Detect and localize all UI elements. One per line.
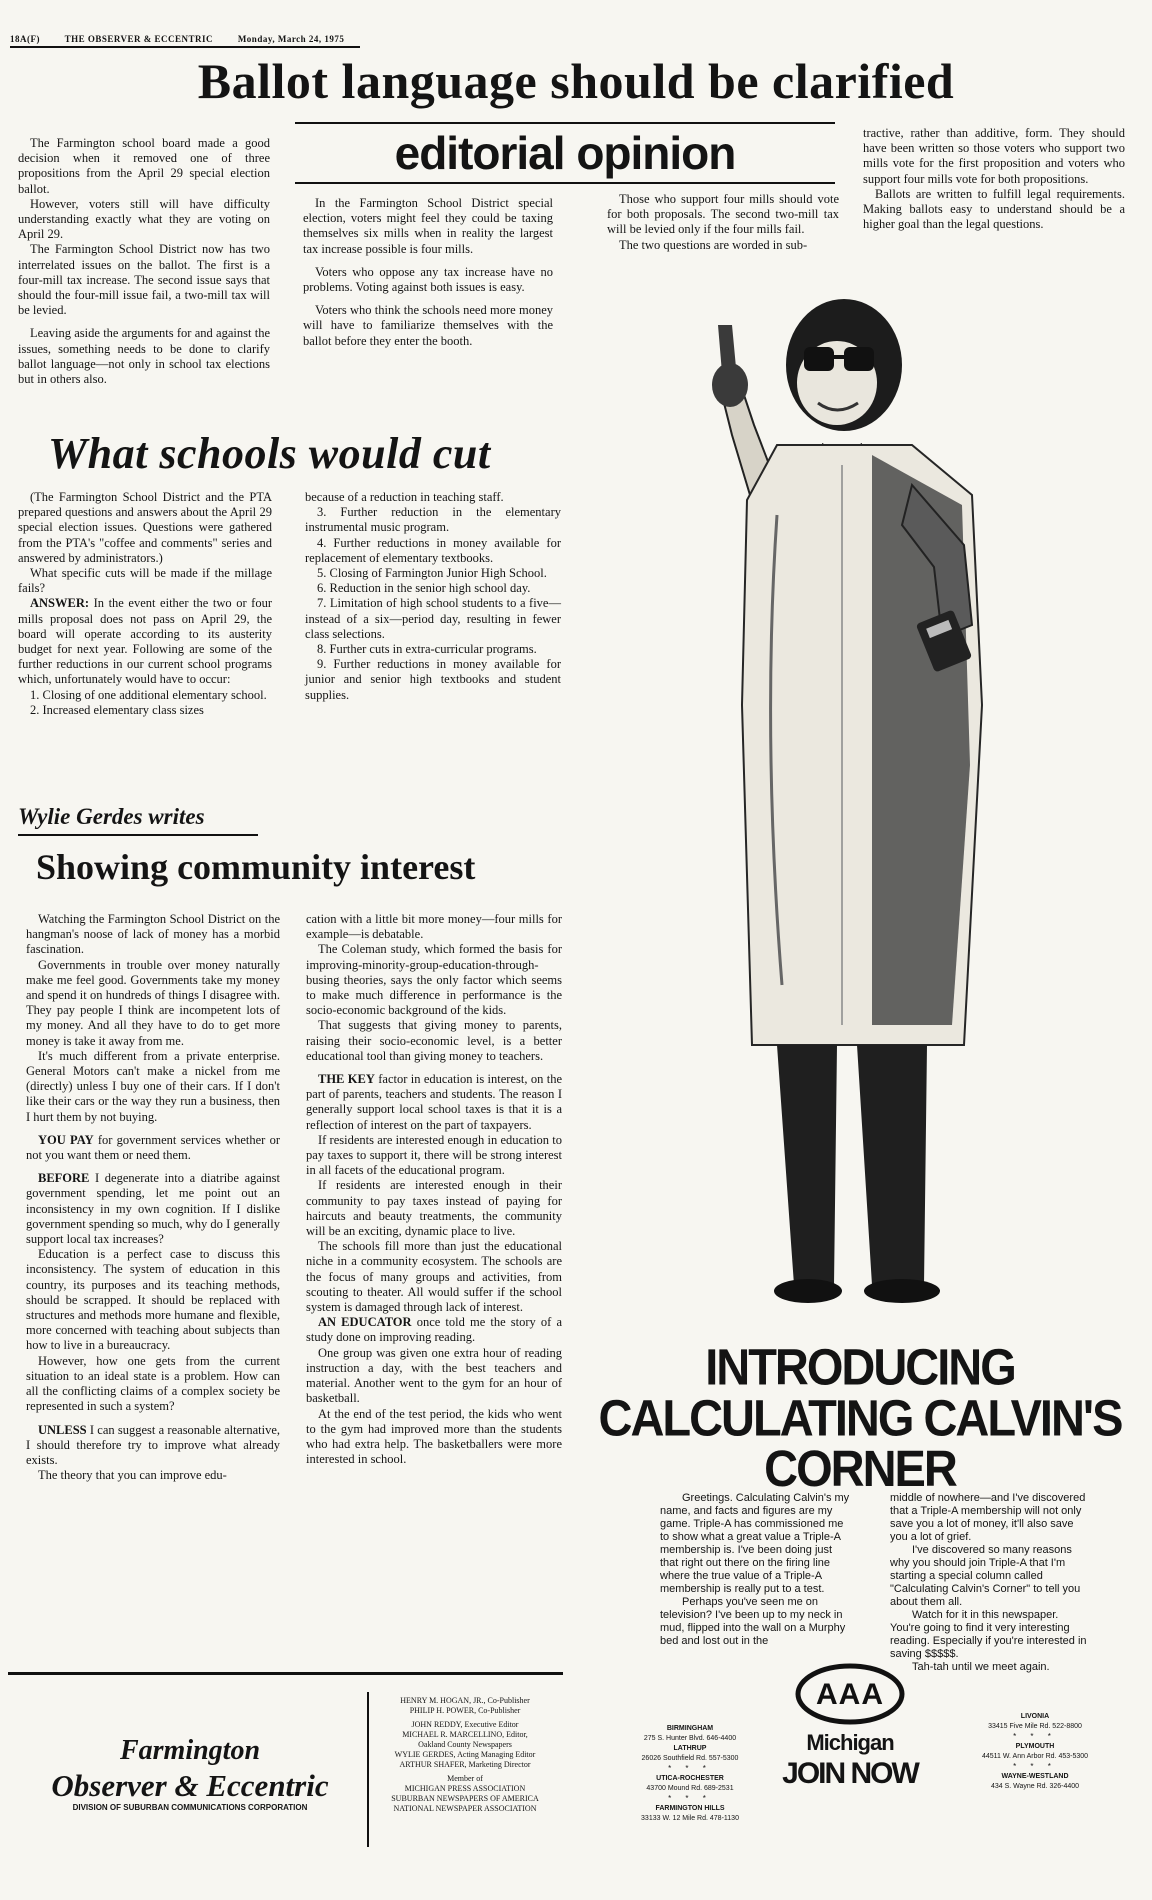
ad-paragraph: Greetings. Calculating Calvin's my name, and facts and figures are my game. Triple-A has commissioned me to show what a great value a Triple-A membership is. I've been doing just that right out there on the firing line where the true value of a Triple-A membership is really put to a test.: [660, 1492, 850, 1595]
staff-line: MICHIGAN PRESS ASSOCIATION: [404, 1784, 526, 1793]
column-paragraph: At the end of the test period, the kids who went to the gym had improved more than the students who had extra help. The basketballers were more interested in school.: [306, 1406, 562, 1467]
ad-copy-left: [660, 1492, 850, 1648]
branch-city: UTICA-ROCHESTER: [656, 1775, 724, 1782]
column-paragraph: The schools fill more than just the educational niche in a community ecosystem. The schools are the focus of many groups and activities, from scouting to theater. All would suffer if the school system is damaged through lack of interest.: [306, 1239, 562, 1315]
editorial-paragraph: tractive, rather than additive, form. They should have been written so those voters who support two mills vote for the first proposition and voters who support four mills vote for both propositions.: [863, 126, 1125, 186]
ad-paragraph: Watch for it in this newspaper. You're going to find it very interesting reading. Especially if you're interested in saving $$$$$.: [890, 1609, 1087, 1660]
cuts-item: 6. Reduction in the senior high school day.: [317, 581, 531, 596]
calvin-shoe: [774, 1279, 842, 1303]
ad-state: Michigan: [806, 1730, 894, 1755]
column-paragraph: One group was given one extra hour of reading instruction a day, with the best teachers and material. Another went to the gym for an hour of basketball.: [306, 1345, 562, 1406]
folio-rule: [10, 46, 360, 48]
section-flag: editorial opinion: [394, 127, 736, 179]
branch-city: BIRMINGHAM: [666, 1725, 714, 1732]
column-text-1: [26, 912, 280, 1483]
cuts-item: 4. Further reductions in money available for replacement of elementary textbooks.: [305, 535, 561, 565]
staff-line: WYLIE GERDES, Acting Managing Editor: [394, 1750, 536, 1759]
ad-paragraph: Perhaps you've seen me on television? I've been up to my neck in mud, flipped into the wall on a Murphy bed and lost out in the: [660, 1596, 846, 1647]
folio-line: [10, 34, 450, 44]
ad-paragraph: Tah-tah until we meet again.: [912, 1661, 1050, 1673]
masthead-name-top: Farmington: [119, 1735, 261, 1766]
cuts-paragraph: (The Farmington School District and the PTA prepared questions and answers about the April 29 special election issues. Questions were gathered from the PTA's "coffee and comments" series and answered by administrators.): [18, 490, 272, 565]
ad-headline-line: CALCULATING CALVIN'S: [598, 1388, 1122, 1447]
branch-list-left: [615, 1724, 765, 1824]
branch-city: WAYNE-WESTLAND: [1001, 1773, 1069, 1780]
ad-copy-right: [890, 1492, 1090, 1674]
column-paragraph: UNLESS I can suggest a reasonable alternative, I should therefore try to improve what already exists.: [26, 1422, 280, 1467]
column-paragraph: THE KEY factor in education is interest, on the part of parents, teachers and students. The reason I generally support local school taxes is that it is a reflection of interest on the part of taxpayers.: [306, 1072, 562, 1132]
column-text-2: [306, 912, 562, 1467]
column-paragraph: If residents are interested enough in their community to pay taxes instead of paying for haircuts and beauty treatments, the community will be an exciting, dynamic place to live.: [306, 1178, 562, 1239]
folio-page: 18A(F): [10, 34, 40, 44]
column-paragraph: Watching the Farmington School District on the hangman's noose of lack of money has a morbid fascination.: [26, 912, 280, 957]
paragraph-kicker: YOU PAY: [38, 1132, 94, 1147]
staff-line: NATIONAL NEWSPAPER ASSOCIATION: [393, 1804, 537, 1813]
ad-paragraph: middle of nowhere—and I've discovered that a Triple-A membership will not only save you a lot of money, it'll also save you a lot of grief.: [890, 1492, 1086, 1543]
branch-address: 44511 W. Ann Arbor Rd. 453-5300: [981, 1753, 1089, 1760]
column-headline: Showing community interest: [36, 847, 476, 887]
aaa-logo-text: AAA: [816, 1678, 884, 1711]
staff-line: JOHN REDDY, Executive Editor: [411, 1720, 519, 1729]
cuts-paragraph: ANSWER: In the event either the two or four mills proposal does not pass on April 29, the board will operate according to its austerity budget for next year. Following are some of the further reductions in our current school programs which, unfortunately would have to occur:: [18, 596, 272, 687]
branch-address: 33133 W. 12 Mile Rd. 478-1130: [641, 1815, 739, 1822]
folio-paper: THE OBSERVER & ECCENTRIC: [64, 34, 214, 44]
staff-line: SUBURBAN NEWSPAPERS OF AMERICA: [391, 1794, 539, 1803]
ad-headline-line: CORNER: [764, 1439, 956, 1497]
branch-address: 434 S. Wayne Rd. 326-4400: [990, 1783, 1080, 1790]
column-paragraph: If residents are interested enough in education to pay taxes to support it, there will be strong interest in all facets of the educational program.: [306, 1132, 562, 1178]
stars-divider: * * *: [668, 1794, 712, 1803]
editorial-paragraph: Ballots are written to fulfill legal requirements. Making ballots easy to understand should be a higher goal than the legal questions.: [863, 186, 1125, 232]
staff-line: PHILIP H. POWER, Co-Publisher: [409, 1706, 521, 1715]
branch-address: 43700 Mound Rd. 689-2531: [646, 1785, 734, 1792]
editorial-column-3: [607, 192, 839, 253]
stars-divider: * * *: [1013, 1732, 1057, 1741]
column-paragraph: However, how one gets from the current situation to an ideal state is a problem. How can all the conflicting claims of a complex society be represented in such a system?: [26, 1353, 280, 1414]
cuts-item: 1. Closing of one additional elementary school.: [30, 687, 267, 702]
paragraph-kicker: BEFORE: [38, 1171, 90, 1186]
cuts-item: 5. Closing of Farmington Junior High School.: [317, 566, 547, 581]
cuts-item: 2. Increased elementary class sizes: [30, 702, 204, 717]
staff-line: Member of: [447, 1774, 483, 1783]
masthead-divider: [367, 1692, 369, 1847]
staff-line: ARTHUR SHAFER, Marketing Director: [399, 1760, 531, 1769]
masthead-staff-box: [380, 1696, 550, 1814]
masthead-rule: [8, 1672, 563, 1675]
stars-divider: * * *: [668, 1764, 712, 1773]
cuts-item: 9. Further reductions in money available for junior and senior high textbooks and student supplies.: [305, 657, 561, 702]
calvin-glasses: [804, 347, 834, 371]
editorial-paragraph: The Farmington School District now has two interrelated issues on the ballot. The first is a four-mill tax increase. The second issue says that should the four-mill issue fail, a two-mill tax will be levied.: [18, 242, 270, 318]
cuts-headline: What schools would cut: [48, 429, 491, 478]
paragraph-kicker: AN EDUCATOR: [318, 1315, 412, 1330]
cuts-item: 7. Limitation of high school students to a five—instead of a six—period day, resulting in fewer class selections.: [305, 596, 561, 641]
masthead-division: DIVISION OF SUBURBAN COMMUNICATIONS CORPORATION: [72, 1803, 308, 1812]
staff-line: HENRY M. HOGAN, JR., Co-Publisher: [400, 1696, 530, 1705]
ad-headline-line: INTRODUCING: [705, 1338, 1015, 1396]
column-paragraph: AN EDUCATOR once told me the story of a study done on improving reading.: [306, 1315, 562, 1345]
cuts-paragraph: What specific cuts will be made if the millage fails?: [18, 566, 272, 596]
branch-address: 26026 Southfield Rd. 557-5300: [641, 1755, 739, 1762]
column-paragraph: That suggests that giving money to parents, raising their socio-economic level, is a better educational tool than giving money to teachers.: [306, 1018, 562, 1063]
ad-headline: [575, 1338, 1145, 1497]
calvin-illustration: [572, 285, 1147, 1335]
column-paragraph: The theory that you can improve edu-: [38, 1468, 227, 1483]
calvin-trousers: [777, 1045, 927, 1285]
column-paragraph: BEFORE I degenerate into a diatribe against government spending, let me point out an inconsistency in my own cognition. If I dislike government spending so much, why do I generally support local tax increases?: [26, 1171, 280, 1247]
editorial-column-2: [303, 196, 553, 349]
cuts-item: because of a reduction in teaching staff.: [305, 490, 504, 504]
byline-rule: [18, 834, 258, 836]
branch-list-right: [960, 1712, 1110, 1792]
editorial-paragraph: Leaving aside the arguments for and against the issues, something needs to be done to clarify ballot language—not only in school tax elections but in others also.: [18, 326, 270, 387]
cuts-column-2: [305, 490, 561, 703]
flag-rule-bottom: [295, 182, 835, 184]
editorial-paragraph: Voters who oppose any tax increase have no problems. Voting against both issues is easy.: [303, 264, 553, 295]
masthead-name-bottom: Observer & Eccentric: [51, 1768, 329, 1803]
editorial-column-1: [18, 136, 270, 387]
staff-line: Oakland County Newspapers: [418, 1740, 512, 1749]
editorial-paragraph: The two questions are worded in sub-: [619, 237, 808, 252]
branch-address: 33415 Five Mile Rd. 522-8800: [988, 1723, 1082, 1730]
branch-city: LIVONIA: [1020, 1713, 1050, 1720]
column-paragraph: Governments in trouble over money naturally make me feel good. Governments take my money and spend it on hundreds of things I disagree with. They pay people I think are incompetent lots of my money. And all they have to do to get more money is take it away from me.: [26, 957, 280, 1048]
editorial-paragraph: Voters who think the schools need more money will have to familiarize themselves with the ballot before they enter the booth.: [303, 303, 553, 348]
flag-rule-top: [295, 122, 835, 124]
branch-city: LATHRUP: [673, 1745, 707, 1752]
branch-city: FARMINGTON HILLS: [655, 1805, 725, 1812]
cuts-column-1: [18, 490, 272, 718]
column-paragraph: The Coleman study, which formed the basis for improving-minority-group-education-through-busing theories, says the only factor which seems to make much difference in performance is the socio-economic background of the kids.: [306, 942, 562, 1018]
join-now-label: JOIN NOW: [782, 1757, 918, 1790]
editorial-column-4: [863, 126, 1125, 232]
editorial-paragraph: Those who support four mills should vote for both proposals. The second two-mill tax will be levied only if the four mills fail.: [607, 192, 839, 237]
editorial-paragraph: In the Farmington School District special election, voters might feel they could be taxing themselves six mills when in reality the largest tax increase possible is four mills.: [303, 196, 553, 256]
folio-date: Monday, March 24, 1975: [237, 34, 345, 44]
column-byline: Wylie Gerdes writes: [18, 804, 205, 829]
cuts-item: 8. Further cuts in extra-curricular programs.: [317, 642, 537, 657]
editorial-paragraph: However, voters still will have difficulty understanding exactly what they are voting on April 29.: [18, 196, 270, 242]
ad-paragraph: I've discovered so many reasons why you should join Triple-A that I'm starting a special column called "Calculating Calvin's Corner" to tell you about them all.: [890, 1544, 1081, 1608]
stars-divider: * * *: [1013, 1762, 1057, 1771]
aaa-logo: [795, 1663, 905, 1725]
cuts-item: 3. Further reduction in the elementary instrumental music program.: [305, 505, 561, 535]
branch-city: PLYMOUTH: [1015, 1743, 1055, 1750]
editorial-paragraph: The Farmington school board made a good decision when it removed one of three propositions from the April 29 special election ballot.: [18, 136, 270, 196]
staff-line: MICHAEL R. MARCELLINO, Editor,: [402, 1730, 528, 1739]
column-paragraph: It's much different from a private enterprise. General Motors can't make a nickel from me (directly) unless I buy one of their cars. If I don't like their cars or the way they run a business, then I hurt them by not buying.: [26, 1048, 280, 1124]
paragraph-kicker: THE KEY: [318, 1072, 375, 1087]
column-paragraph: cation with a little bit more money—four mills for example—is debatable.: [306, 912, 562, 942]
paragraph-kicker: ANSWER:: [30, 596, 90, 611]
column-paragraph: YOU PAY for government services whether or not you want them or need them.: [26, 1132, 280, 1163]
branch-address: 275 S. Hunter Blvd. 646-4400: [643, 1735, 737, 1742]
column-paragraph: Education is a perfect case to discuss this inconsistency. The system of education in this country, its purposes and its teaching methods, should be scrapped. It should be replaced with structures and methods more humane and flexible, more concerned with teaching about subjects than how to live in a bureaucracy.: [26, 1247, 280, 1353]
page-headline: Ballot language should be clarified: [197, 53, 955, 109]
paragraph-kicker: UNLESS: [38, 1422, 87, 1437]
